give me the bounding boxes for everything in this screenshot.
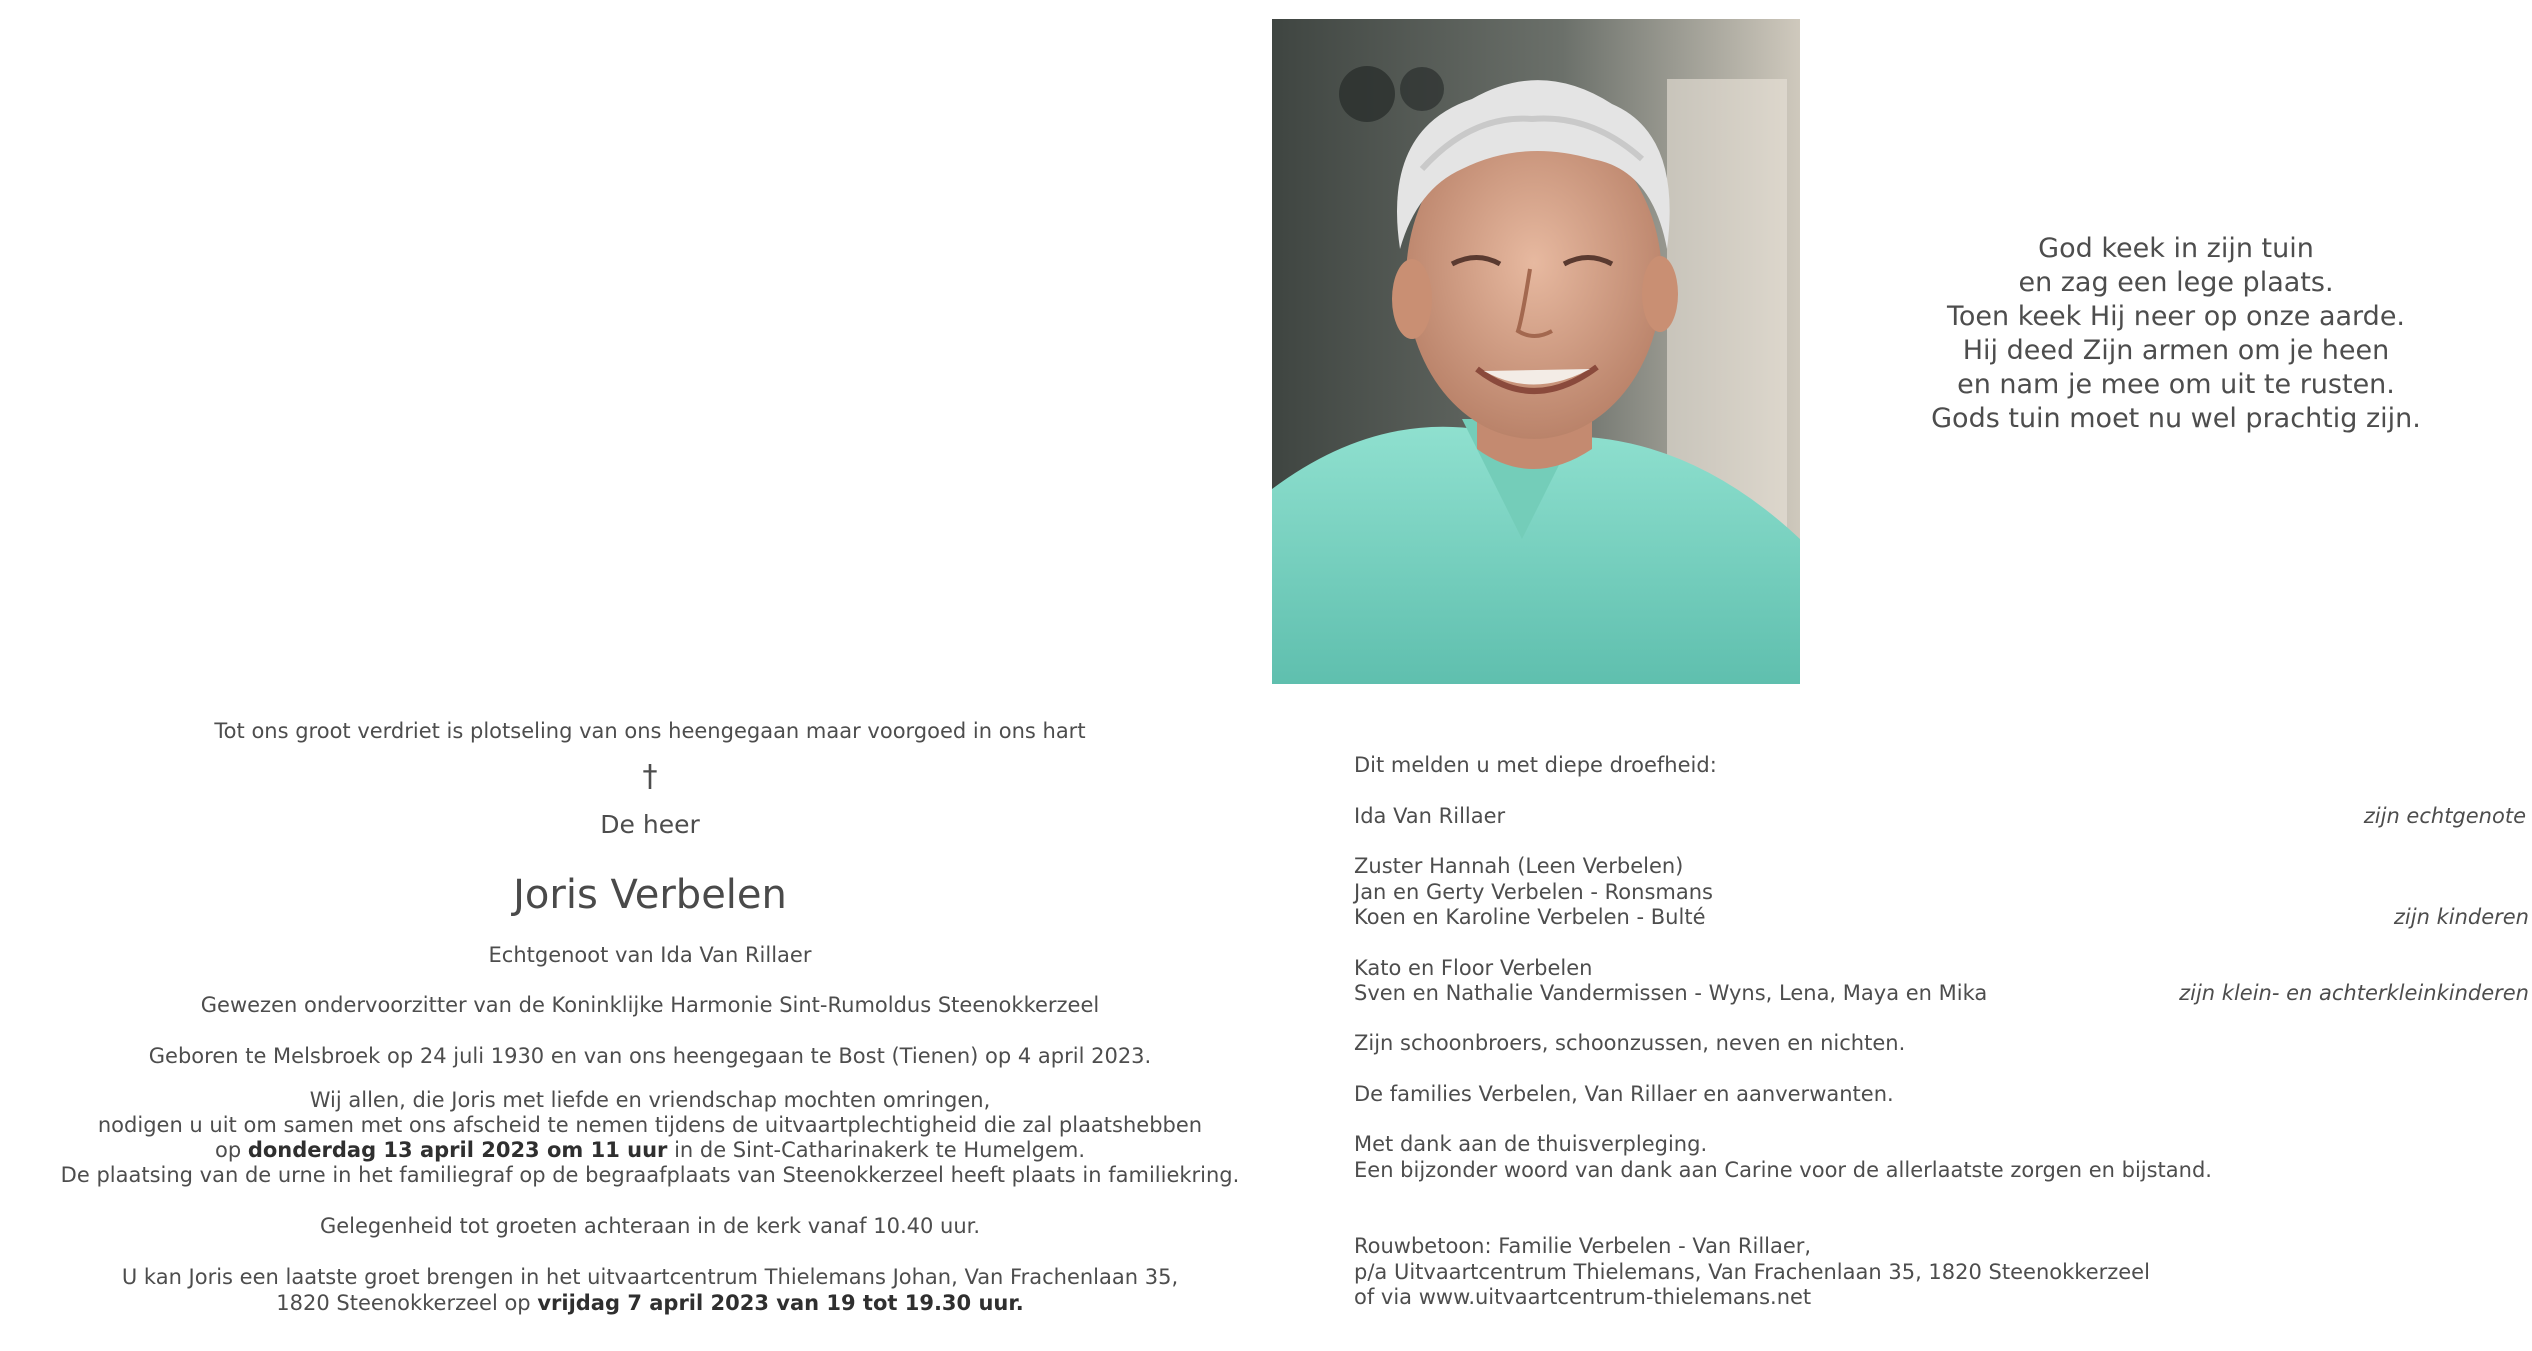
poem-line: Gods tuin moet nu wel prachtig zijn.	[1931, 403, 2421, 434]
poem-line: Toen keek Hij neer op onze aarde.	[1946, 301, 2406, 332]
families-line: De families Verbelen, Van Rillaer en aanverwanten.	[1354, 1082, 1894, 1106]
invitation-line-3-post: in de Sint-Catharinakerk te Humelgem.	[667, 1138, 1086, 1162]
intro-text: Tot ons groot verdriet is plotseling van ons heengegaan maar voorgoed in ons hart	[214, 719, 1086, 743]
visit-line-2	[0, 1290, 1300, 1316]
cross-symbol: †	[642, 759, 658, 794]
visit-date: vrijdag 7 april 2023 van 19 tot 19.30 uur.	[537, 1291, 1024, 1315]
contact-line-2: p/a Uitvaartcentrum Thielemans, Van Frachenlaan 35, 1820 Steenokkerzeel	[1354, 1260, 2150, 1284]
invitation-line-3	[0, 1137, 1300, 1163]
poem-line: Hij deed Zijn armen om je heen	[1962, 335, 2390, 366]
contact-line-1: Rouwbetoon: Familie Verbelen - Van Rillaer,	[1354, 1234, 1812, 1258]
visit-line-2-pre: 1820 Steenokkerzeel op	[276, 1291, 538, 1315]
invitation-line-1: Wij allen, die Joris met liefde en vriendschap mochten omringen,	[309, 1088, 991, 1112]
poem-line: en zag een lege plaats.	[2018, 267, 2334, 298]
spouse-line: Echtgenoot van Ida Van Rillaer	[488, 943, 812, 967]
grandchild-name: Kato en Floor Verbelen	[1354, 956, 1593, 980]
thanks-line-2: Een bijzonder woord van dank aan Carine voor de allerlaatste zorgen en bijstand.	[1354, 1158, 2212, 1182]
birth-death-line: Geboren te Melsbroek op 24 juli 1930 en van ons heengegaan te Bost (Tienen) op 4 april 2023.	[148, 1044, 1152, 1068]
child-name: Koen en Karoline Verbelen - Bulté	[1354, 905, 1706, 929]
greeting-line: Gelegenheid tot groeten achteraan in de kerk vanaf 10.40 uur.	[319, 1214, 981, 1238]
salutation: De heer	[600, 810, 700, 839]
grandchildren-role: zijn klein- en achterkleinkinderen	[2179, 981, 2529, 1005]
thanks-line-1: Met dank aan de thuisverpleging.	[1354, 1132, 1708, 1156]
invitation-line-3-pre: op	[214, 1138, 248, 1162]
poem-line: en nam je mee om uit te rusten.	[1957, 369, 2395, 400]
funeral-date: donderdag 13 april 2023 om 11 uur	[247, 1138, 668, 1162]
portrait-illustration	[1272, 19, 1800, 684]
in-laws-line: Zijn schoonbroers, schoonzussen, neven en nichten.	[1354, 1031, 1906, 1055]
invitation-line-2: nodigen u uit om samen met ons afscheid te nemen tijdens de uitvaartplechtigheid die zal plaatshebben	[97, 1113, 1203, 1137]
child-name: Zuster Hannah (Leen Verbelen)	[1354, 854, 1684, 878]
grandchild-name: Sven en Nathalie Vandermissen - Wyns, Lena, Maya en Mika	[1354, 981, 1988, 1005]
spouse-role: zijn echtgenote	[2363, 804, 2526, 828]
contact-line-3: of via www.uitvaartcentrum-thielemans.net	[1354, 1285, 1812, 1309]
role-line: Gewezen ondervoorzitter van de Koninklijke Harmonie Sint-Rumoldus Steenokkerzeel	[200, 993, 1100, 1017]
deceased-name: Joris Verbelen	[513, 872, 787, 918]
announcement: Dit melden u met diepe droefheid:	[1354, 753, 1717, 777]
invitation-line-4: De plaatsing van de urne in het familiegraf op de begraafplaats van Steenokkerzeel heeft plaats in familiekring.	[60, 1163, 1240, 1187]
children-role: zijn kinderen	[2393, 905, 2529, 929]
poem	[1820, 232, 2532, 436]
child-name: Jan en Gerty Verbelen - Ronsmans	[1354, 880, 1713, 904]
visit-line-1: U kan Joris een laatste groet brengen in het uitvaartcentrum Thielemans Johan, Van Frachenlaan 35,	[121, 1265, 1179, 1289]
spouse-name: Ida Van Rillaer	[1354, 804, 1506, 828]
poem-line: God keek in zijn tuin	[2038, 233, 2314, 264]
portrait-photo	[1272, 19, 1800, 684]
